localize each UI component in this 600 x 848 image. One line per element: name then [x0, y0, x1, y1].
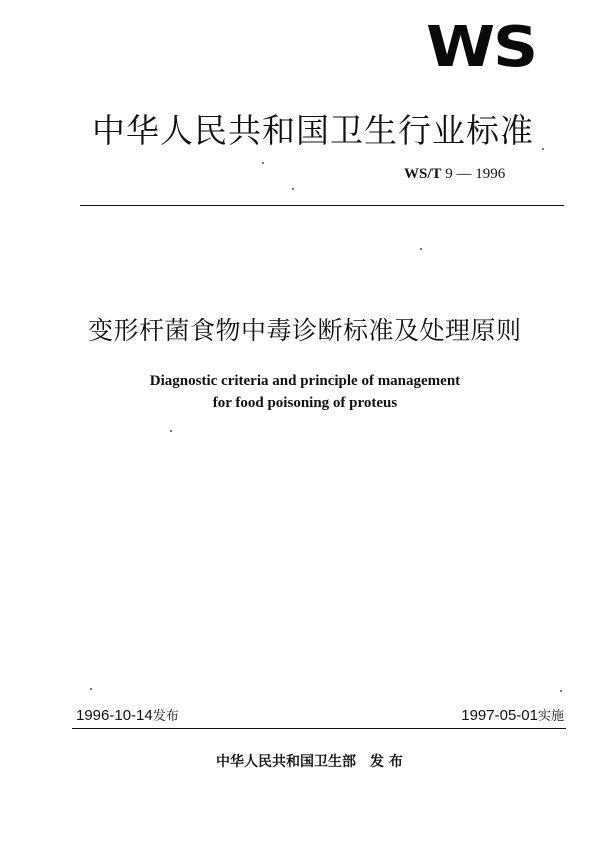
issue-date-suffix: 发布	[152, 709, 179, 724]
publish-verb: 发 布	[370, 754, 403, 770]
ws-logo: WS	[426, 15, 536, 80]
scan-speck	[560, 690, 562, 692]
chinese-title: 变形杆菌食物中毒诊断标准及处理原则	[88, 316, 522, 345]
english-title-line-1: Diagnostic criteria and principle of management	[149, 373, 461, 389]
english-title-line-2: for food poisoning of proteus	[212, 395, 398, 411]
implementation-date-suffix: 实施	[537, 709, 564, 724]
english-title	[90, 370, 520, 414]
scan-speck	[262, 162, 264, 164]
scan-speck	[420, 248, 422, 250]
standard-code: WS/T	[404, 166, 442, 182]
implementation-date	[461, 706, 564, 727]
standard-number-value: 9 — 1996	[445, 166, 506, 182]
organization-title: 中华人民共和国卫生行业标准	[92, 111, 534, 150]
bottom-divider	[72, 728, 566, 729]
standard-number	[404, 164, 505, 184]
publisher-name: 中华人民共和国卫生部	[216, 754, 356, 770]
publisher-line	[216, 752, 403, 772]
scan-speck	[90, 688, 92, 690]
top-divider	[80, 205, 564, 206]
implementation-date-value: 1997-05-01	[461, 707, 538, 724]
scan-speck	[292, 188, 294, 190]
scan-speck	[542, 148, 544, 150]
issue-date	[76, 706, 179, 727]
scan-speck	[170, 430, 172, 432]
issue-date-value: 1996-10-14	[76, 707, 153, 724]
